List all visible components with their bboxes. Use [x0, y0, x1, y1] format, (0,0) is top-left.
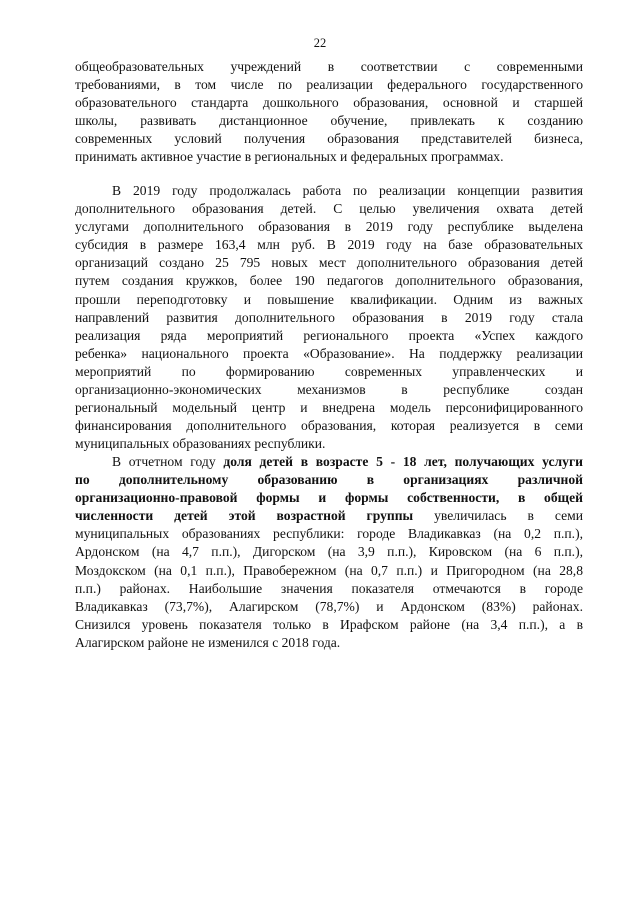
bold-text-run: численности детей этой возрастной группы	[75, 508, 414, 524]
text-line: прошли переподготовку и повышение квалификации. Одним из важных	[75, 291, 583, 307]
bold-text-run: по дополнительному образованию в организациях различной	[75, 472, 583, 488]
text-line: организаций создано 25 795 новых мест дополнительного образования детей	[75, 255, 583, 271]
text-line: Алагирском районе не изменился с 2018 года.	[75, 634, 341, 650]
text-run: увеличилась в семи	[413, 508, 583, 524]
text-line: направлений развития дополнительного образования в 2019 году стала	[75, 309, 583, 325]
text-line: реализация ряда мероприятий регионального проекта «Успех каждого	[75, 327, 583, 343]
text-line: школы, развивать дистанционное обучение, привлекать к созданию	[75, 113, 583, 129]
text-line: Моздокском (на 0,1 п.п.), Правобережном (на 0,7 п.п.) и Пригородном (на 28,8	[75, 562, 583, 578]
text-line: организационно-экономических механизмов в республике создан	[75, 382, 583, 398]
text-line: мероприятий по формированию современных управленческих и	[75, 363, 583, 379]
text-line: финансирования дополнительного образования, которая реализуется в семи	[75, 418, 583, 434]
text-line: муниципальных образованиях республики: городе Владикавказ (на 0,2 п.п.),	[75, 526, 583, 542]
bold-text-run: организационно-правовой формы и формы собственности, в общей	[75, 490, 583, 506]
paragraph-1	[75, 58, 583, 167]
text-line: Снизился уровень показателя только в Ирафском районе (на 3,4 п.п.), а в	[75, 616, 583, 632]
text-line: п.п.) районах. Наибольшие значения показателя отмечаются в городе	[75, 580, 583, 596]
text-line	[75, 453, 583, 471]
text-line: региональный модельный центр и внедрена модель персонифицированного	[75, 400, 583, 416]
paragraph-3	[75, 453, 583, 652]
text-line	[75, 489, 583, 507]
text-line: субсидия в размере 163,4 млн руб. В 2019 году на базе образовательных	[75, 237, 583, 253]
text-line: услугами дополнительного образования в 2019 году республике выделена	[75, 219, 583, 235]
text-line: путем создания кружков, более 190 педагогов дополнительного образования,	[75, 273, 583, 289]
text-line	[75, 471, 583, 489]
page-number: 22	[313, 36, 327, 50]
text-line: принимать активное участие в региональных и федеральных программах.	[75, 149, 504, 165]
text-line: современных условий получения образования представителей бизнеса,	[75, 131, 583, 147]
text-line: Ардонском (на 4,7 п.п.), Дигорском (на 3,9 п.п.), Кировском (на 6 п.п.),	[75, 544, 583, 560]
bold-text-run: доля детей в возрасте 5 - 18 лет, получающих услуги	[223, 454, 583, 469]
text-line: образовательного стандарта дошкольного образования, основной и старшей	[75, 95, 583, 111]
text-run: В отчетном году	[112, 454, 224, 469]
text-line: дополнительного образования детей. С целью увеличения охвата детей	[75, 201, 583, 217]
text-line: ребенка» национального проекта «Образование». На поддержку реализации	[75, 345, 583, 361]
text-line: муниципальных образованиях республики.	[75, 436, 326, 452]
text-line: общеобразовательных учреждений в соответствии с современными	[75, 59, 583, 74]
text-line: требованиями, в том числе по реализации федерального государственного	[75, 77, 583, 93]
text-line: В 2019 году продолжалась работа по реализации концепции развития	[112, 183, 583, 198]
text-line	[75, 507, 583, 525]
paragraph-2	[75, 182, 583, 453]
text-line: Владикавказ (73,7%), Алагирском (78,7%) и Ардонском (83%) районах.	[75, 598, 583, 614]
